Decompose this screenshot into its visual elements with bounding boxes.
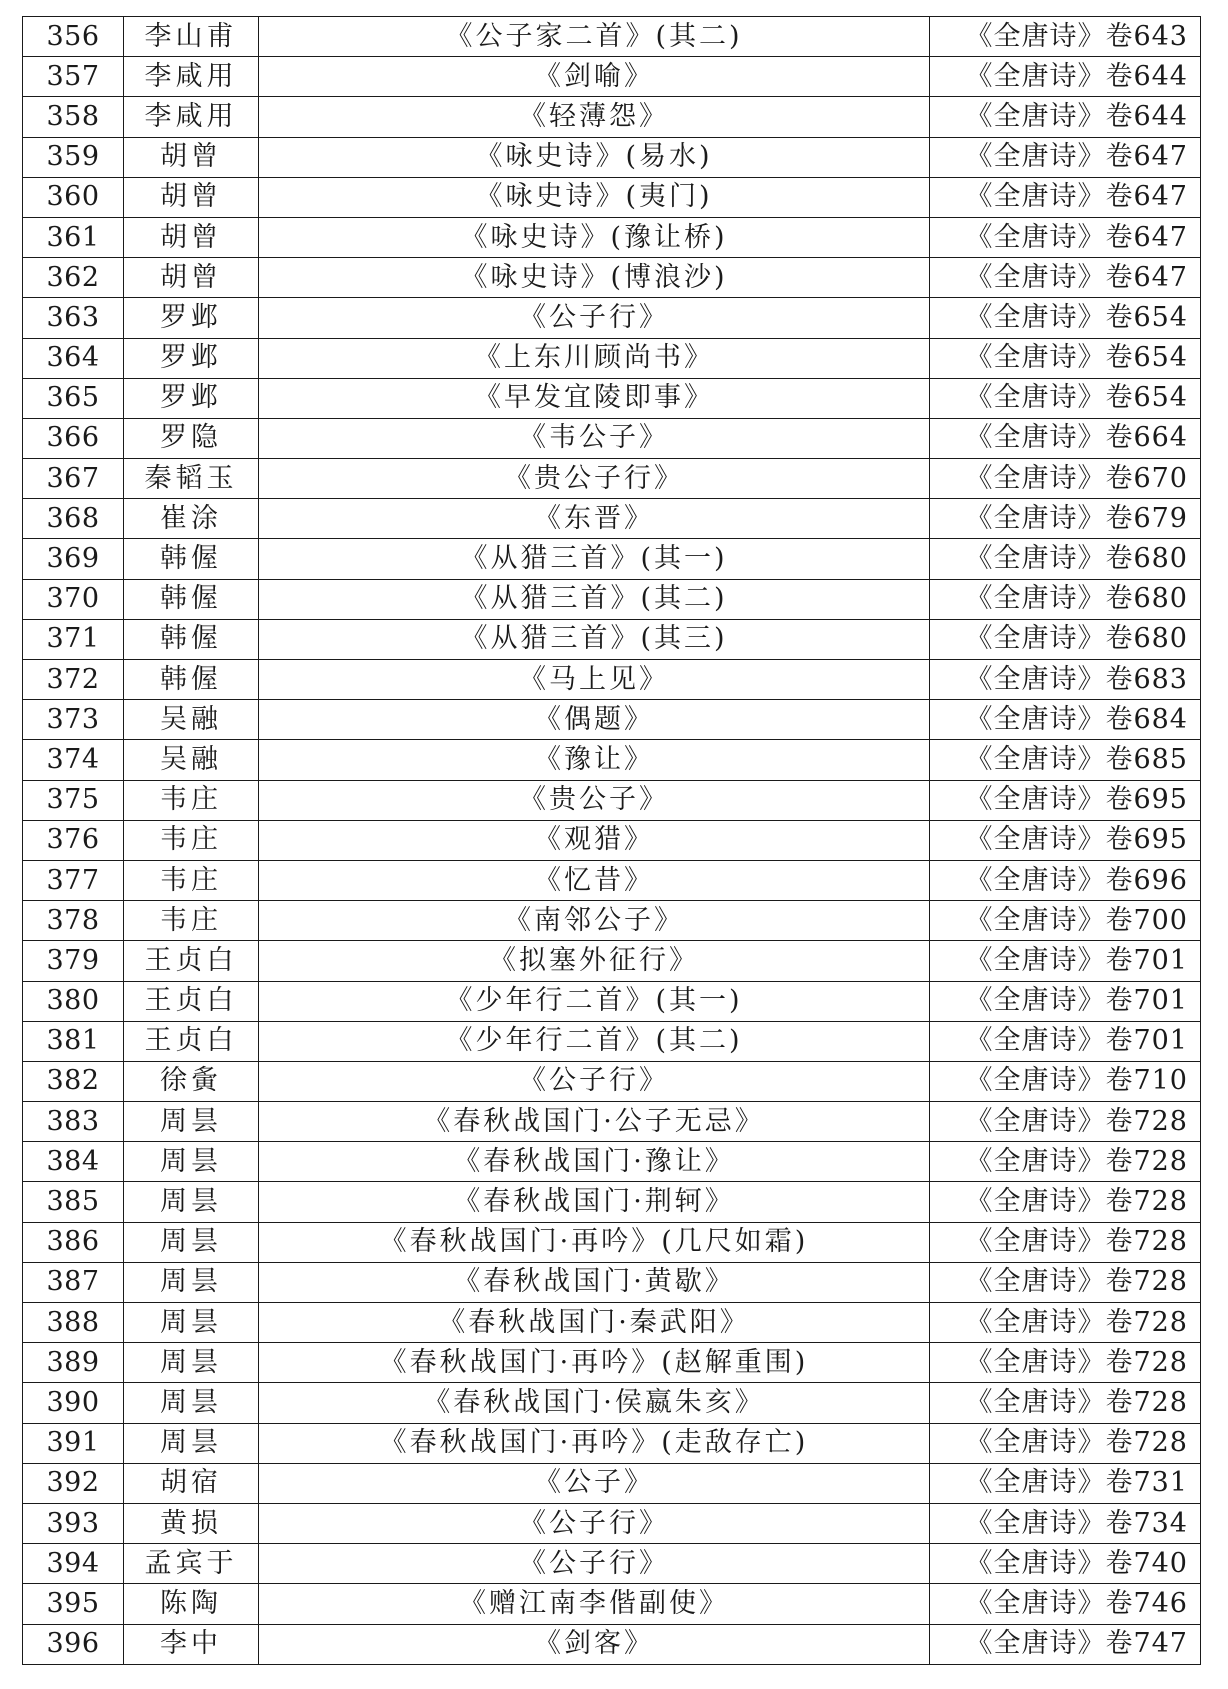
cell-title: 《春秋战国门·豫让》 (259, 1142, 930, 1182)
cell-source: 《全唐诗》卷747 (930, 1624, 1201, 1664)
cell-author: 韦庄 (124, 901, 259, 941)
table-row (23, 1624, 1201, 1664)
cell-title: 《春秋战国门·再吟》(赵解重围) (259, 1343, 930, 1383)
cell-title: 《公子行》 (259, 1544, 930, 1584)
cell-source: 《全唐诗》卷679 (930, 499, 1201, 539)
cell-number: 356 (23, 17, 124, 57)
document-page (22, 16, 1188, 1665)
cell-title: 《上东川顾尚书》 (259, 338, 930, 378)
cell-title: 《贵公子》 (259, 780, 930, 820)
table-row (23, 901, 1201, 941)
cell-author: 韩偓 (124, 660, 259, 700)
table-row (23, 539, 1201, 579)
table-row (23, 1343, 1201, 1383)
cell-number: 382 (23, 1061, 124, 1101)
cell-author: 胡曾 (124, 137, 259, 177)
cell-source: 《全唐诗》卷701 (930, 1021, 1201, 1061)
cell-author: 韩偓 (124, 539, 259, 579)
cell-source: 《全唐诗》卷685 (930, 740, 1201, 780)
cell-number: 366 (23, 418, 124, 458)
cell-source: 《全唐诗》卷728 (930, 1222, 1201, 1262)
table-row (23, 1383, 1201, 1423)
cell-title: 《南邻公子》 (259, 901, 930, 941)
cell-author: 韦庄 (124, 780, 259, 820)
cell-title: 《少年行二首》(其一) (259, 981, 930, 1021)
cell-number: 368 (23, 499, 124, 539)
cell-source: 《全唐诗》卷701 (930, 941, 1201, 981)
table-row (23, 418, 1201, 458)
cell-source: 《全唐诗》卷696 (930, 860, 1201, 900)
table-row (23, 660, 1201, 700)
cell-source: 《全唐诗》卷644 (930, 97, 1201, 137)
cell-title: 《春秋战国门·公子无忌》 (259, 1102, 930, 1142)
cell-source: 《全唐诗》卷647 (930, 137, 1201, 177)
cell-author: 胡宿 (124, 1463, 259, 1503)
cell-title: 《赠江南李偕副使》 (259, 1584, 930, 1624)
cell-title: 《从猎三首》(其一) (259, 539, 930, 579)
table-row (23, 579, 1201, 619)
cell-title: 《春秋战国门·再吟》(几尺如霜) (259, 1222, 930, 1262)
cell-author: 陈陶 (124, 1584, 259, 1624)
cell-author: 罗邺 (124, 378, 259, 418)
cell-source: 《全唐诗》卷728 (930, 1303, 1201, 1343)
table-row (23, 1463, 1201, 1503)
cell-source: 《全唐诗》卷728 (930, 1383, 1201, 1423)
cell-title: 《贵公子行》 (259, 459, 930, 499)
cell-source: 《全唐诗》卷728 (930, 1102, 1201, 1142)
cell-author: 周昙 (124, 1423, 259, 1463)
cell-source: 《全唐诗》卷728 (930, 1142, 1201, 1182)
table-row (23, 1182, 1201, 1222)
cell-source: 《全唐诗》卷695 (930, 820, 1201, 860)
cell-number: 369 (23, 539, 124, 579)
table-row (23, 1102, 1201, 1142)
cell-author: 罗邺 (124, 338, 259, 378)
table-row (23, 258, 1201, 298)
cell-title: 《豫让》 (259, 740, 930, 780)
table-row (23, 1061, 1201, 1101)
cell-title: 《从猎三首》(其三) (259, 619, 930, 659)
cell-source: 《全唐诗》卷728 (930, 1262, 1201, 1302)
poem-table-body (23, 17, 1201, 1665)
cell-number: 383 (23, 1102, 124, 1142)
cell-number: 390 (23, 1383, 124, 1423)
cell-author: 王贞白 (124, 1021, 259, 1061)
table-row (23, 378, 1201, 418)
cell-source: 《全唐诗》卷647 (930, 217, 1201, 257)
cell-source: 《全唐诗》卷728 (930, 1182, 1201, 1222)
table-row (23, 740, 1201, 780)
cell-author: 罗邺 (124, 298, 259, 338)
cell-source: 《全唐诗》卷746 (930, 1584, 1201, 1624)
cell-number: 367 (23, 459, 124, 499)
cell-number: 387 (23, 1262, 124, 1302)
table-row (23, 780, 1201, 820)
cell-source: 《全唐诗》卷643 (930, 17, 1201, 57)
cell-number: 389 (23, 1343, 124, 1383)
cell-number: 392 (23, 1463, 124, 1503)
table-row (23, 1021, 1201, 1061)
cell-author: 周昙 (124, 1182, 259, 1222)
cell-title: 《春秋战国门·再吟》(走敌存亡) (259, 1423, 930, 1463)
table-row (23, 820, 1201, 860)
cell-number: 373 (23, 700, 124, 740)
cell-title: 《观猎》 (259, 820, 930, 860)
cell-author: 李山甫 (124, 17, 259, 57)
cell-author: 秦韬玉 (124, 459, 259, 499)
cell-title: 《公子行》 (259, 1503, 930, 1543)
cell-number: 360 (23, 177, 124, 217)
table-row (23, 1503, 1201, 1543)
table-row (23, 1584, 1201, 1624)
cell-number: 378 (23, 901, 124, 941)
table-row (23, 700, 1201, 740)
cell-author: 王贞白 (124, 981, 259, 1021)
cell-author: 崔涂 (124, 499, 259, 539)
cell-source: 《全唐诗》卷683 (930, 660, 1201, 700)
table-row (23, 1544, 1201, 1584)
cell-number: 394 (23, 1544, 124, 1584)
table-row (23, 338, 1201, 378)
table-row (23, 1303, 1201, 1343)
cell-source: 《全唐诗》卷684 (930, 700, 1201, 740)
cell-title: 《春秋战国门·秦武阳》 (259, 1303, 930, 1343)
cell-number: 359 (23, 137, 124, 177)
cell-author: 韦庄 (124, 820, 259, 860)
cell-author: 黄损 (124, 1503, 259, 1543)
table-row (23, 499, 1201, 539)
cell-number: 388 (23, 1303, 124, 1343)
cell-title: 《春秋战国门·侯嬴朱亥》 (259, 1383, 930, 1423)
cell-author: 周昙 (124, 1222, 259, 1262)
cell-number: 379 (23, 941, 124, 981)
cell-source: 《全唐诗》卷664 (930, 418, 1201, 458)
cell-author: 徐夤 (124, 1061, 259, 1101)
cell-title: 《偶题》 (259, 700, 930, 740)
cell-source: 《全唐诗》卷728 (930, 1423, 1201, 1463)
poem-table (22, 16, 1201, 1665)
cell-title: 《马上见》 (259, 660, 930, 700)
cell-number: 370 (23, 579, 124, 619)
cell-source: 《全唐诗》卷680 (930, 579, 1201, 619)
table-row (23, 217, 1201, 257)
cell-source: 《全唐诗》卷731 (930, 1463, 1201, 1503)
table-row (23, 1222, 1201, 1262)
table-row (23, 619, 1201, 659)
table-row (23, 941, 1201, 981)
cell-author: 王贞白 (124, 941, 259, 981)
cell-author: 周昙 (124, 1383, 259, 1423)
cell-source: 《全唐诗》卷670 (930, 459, 1201, 499)
cell-author: 李咸用 (124, 97, 259, 137)
cell-title: 《咏史诗》(夷门) (259, 177, 930, 217)
cell-number: 363 (23, 298, 124, 338)
cell-source: 《全唐诗》卷654 (930, 378, 1201, 418)
cell-number: 381 (23, 1021, 124, 1061)
cell-title: 《公子》 (259, 1463, 930, 1503)
cell-source: 《全唐诗》卷701 (930, 981, 1201, 1021)
cell-number: 393 (23, 1503, 124, 1543)
cell-number: 385 (23, 1182, 124, 1222)
cell-source: 《全唐诗》卷647 (930, 258, 1201, 298)
cell-source: 《全唐诗》卷740 (930, 1544, 1201, 1584)
cell-source: 《全唐诗》卷728 (930, 1343, 1201, 1383)
cell-title: 《从猎三首》(其二) (259, 579, 930, 619)
cell-number: 358 (23, 97, 124, 137)
cell-number: 376 (23, 820, 124, 860)
cell-title: 《拟塞外征行》 (259, 941, 930, 981)
cell-number: 362 (23, 258, 124, 298)
table-row (23, 1142, 1201, 1182)
table-row (23, 459, 1201, 499)
cell-author: 周昙 (124, 1142, 259, 1182)
cell-title: 《少年行二首》(其二) (259, 1021, 930, 1061)
cell-author: 韩偓 (124, 619, 259, 659)
cell-title: 《春秋战国门·荆轲》 (259, 1182, 930, 1222)
table-row (23, 17, 1201, 57)
cell-title: 《咏史诗》(博浪沙) (259, 258, 930, 298)
cell-number: 377 (23, 860, 124, 900)
cell-source: 《全唐诗》卷647 (930, 177, 1201, 217)
table-row (23, 298, 1201, 338)
table-row (23, 137, 1201, 177)
table-row (23, 860, 1201, 900)
cell-title: 《东晋》 (259, 499, 930, 539)
cell-author: 韦庄 (124, 860, 259, 900)
table-row (23, 1262, 1201, 1302)
cell-author: 胡曾 (124, 217, 259, 257)
cell-title: 《轻薄怨》 (259, 97, 930, 137)
cell-author: 孟宾于 (124, 1544, 259, 1584)
cell-source: 《全唐诗》卷710 (930, 1061, 1201, 1101)
cell-title: 《公子行》 (259, 1061, 930, 1101)
table-row (23, 1423, 1201, 1463)
cell-author: 李咸用 (124, 57, 259, 97)
cell-source: 《全唐诗》卷734 (930, 1503, 1201, 1543)
cell-title: 《剑喻》 (259, 57, 930, 97)
cell-source: 《全唐诗》卷680 (930, 619, 1201, 659)
cell-number: 374 (23, 740, 124, 780)
cell-number: 371 (23, 619, 124, 659)
cell-title: 《公子行》 (259, 298, 930, 338)
table-row (23, 981, 1201, 1021)
cell-number: 372 (23, 660, 124, 700)
cell-title: 《春秋战国门·黄歇》 (259, 1262, 930, 1302)
cell-author: 胡曾 (124, 258, 259, 298)
cell-number: 386 (23, 1222, 124, 1262)
cell-source: 《全唐诗》卷654 (930, 298, 1201, 338)
cell-title: 《剑客》 (259, 1624, 930, 1664)
cell-author: 罗隐 (124, 418, 259, 458)
cell-title: 《韦公子》 (259, 418, 930, 458)
cell-author: 李中 (124, 1624, 259, 1664)
cell-source: 《全唐诗》卷654 (930, 338, 1201, 378)
cell-title: 《咏史诗》(易水) (259, 137, 930, 177)
cell-author: 周昙 (124, 1102, 259, 1142)
table-row (23, 97, 1201, 137)
cell-source: 《全唐诗》卷680 (930, 539, 1201, 579)
cell-number: 375 (23, 780, 124, 820)
table-row (23, 57, 1201, 97)
table-row (23, 177, 1201, 217)
cell-title: 《咏史诗》(豫让桥) (259, 217, 930, 257)
cell-title: 《早发宜陵即事》 (259, 378, 930, 418)
cell-author: 胡曾 (124, 177, 259, 217)
cell-number: 395 (23, 1584, 124, 1624)
cell-author: 韩偓 (124, 579, 259, 619)
cell-author: 周昙 (124, 1343, 259, 1383)
cell-author: 周昙 (124, 1262, 259, 1302)
cell-title: 《公子家二首》(其二) (259, 17, 930, 57)
cell-source: 《全唐诗》卷695 (930, 780, 1201, 820)
cell-number: 396 (23, 1624, 124, 1664)
cell-title: 《忆昔》 (259, 860, 930, 900)
cell-number: 361 (23, 217, 124, 257)
cell-author: 周昙 (124, 1303, 259, 1343)
cell-number: 364 (23, 338, 124, 378)
cell-number: 384 (23, 1142, 124, 1182)
cell-source: 《全唐诗》卷700 (930, 901, 1201, 941)
cell-number: 391 (23, 1423, 124, 1463)
cell-author: 吴融 (124, 740, 259, 780)
cell-number: 365 (23, 378, 124, 418)
cell-author: 吴融 (124, 700, 259, 740)
cell-source: 《全唐诗》卷644 (930, 57, 1201, 97)
cell-number: 380 (23, 981, 124, 1021)
cell-number: 357 (23, 57, 124, 97)
